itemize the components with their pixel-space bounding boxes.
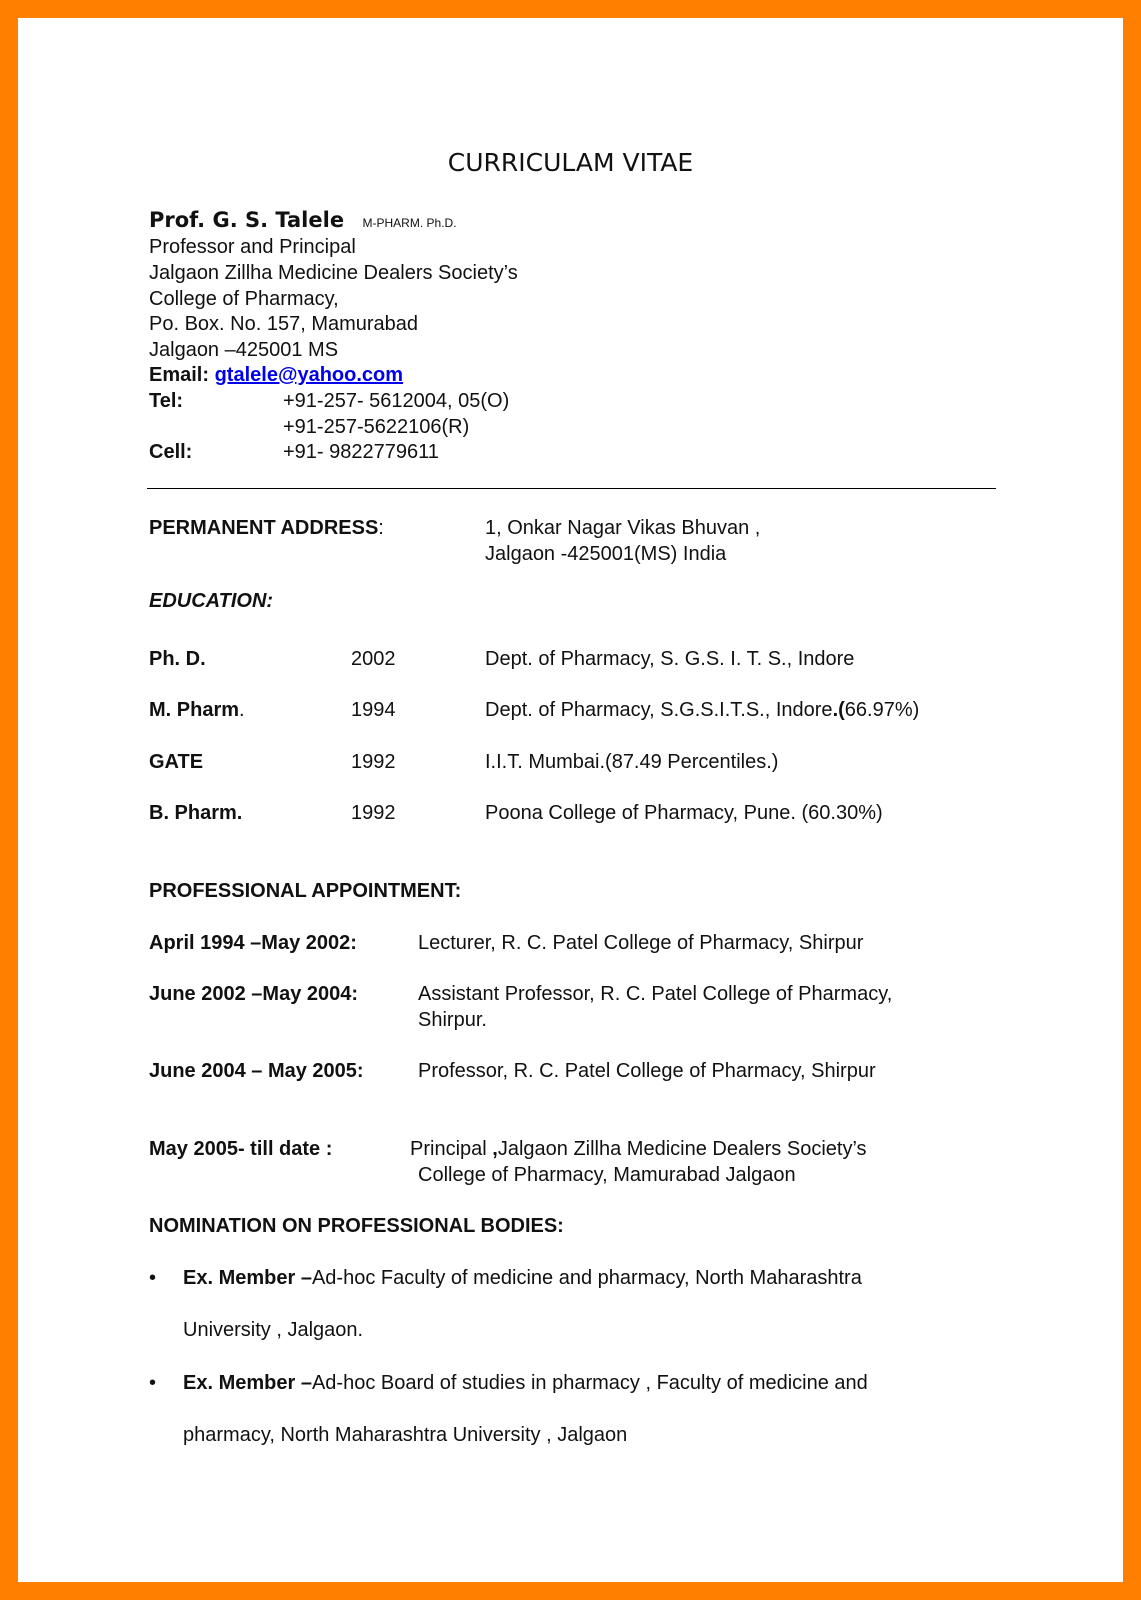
- appointment-period: April 1994 –May 2002:: [149, 932, 357, 954]
- address-line-1: Professor and Principal: [149, 236, 356, 258]
- education-degree: M. Pharm.: [149, 699, 245, 721]
- appointment-role: Lecturer, R. C. Patel College of Pharmacy, Shirpur: [418, 932, 864, 954]
- education-institute: Dept. of Pharmacy, S.G.S.I.T.S., Indore.(66.97%): [485, 699, 920, 721]
- address-line-2: Jalgaon Zillha Medicine Dealers Society’s: [149, 262, 518, 284]
- permanent-address-label: PERMANENT ADDRESS: [149, 517, 379, 539]
- nomination-item: Ex. Member –Ad-hoc Board of studies in pharmacy , Faculty of medicine and: [183, 1372, 868, 1394]
- nominations-heading: NOMINATION ON PROFESSIONAL BODIES:: [149, 1215, 564, 1237]
- nomination-item: Ex. Member –Ad-hoc Faculty of medicine and pharmacy, North Maharashtra: [183, 1267, 862, 1289]
- name-block: [149, 208, 457, 232]
- appointments-heading: PROFESSIONAL APPOINTMENT:: [149, 880, 462, 902]
- education-year: 1994: [351, 699, 396, 721]
- education-institute: Dept. of Pharmacy, S. G.S. I. T. S., Indore: [485, 648, 855, 670]
- education-institute: Poona College of Pharmacy, Pune. (60.30%): [485, 802, 883, 824]
- education-year: 2002: [351, 648, 396, 670]
- permanent-address-line-1: 1, Onkar Nagar Vikas Bhuvan ,: [485, 517, 761, 539]
- permanent-address-colon: :: [378, 517, 384, 539]
- education-institute: I.I.T. Mumbai.(87.49 Percentiles.): [485, 751, 779, 773]
- address-line-5: Jalgaon –425001 MS: [149, 339, 339, 361]
- email-row: [149, 364, 403, 387]
- nomination-item-cont: University , Jalgaon.: [183, 1319, 364, 1341]
- bullet-icon: •: [149, 1372, 157, 1394]
- document-title: CURRICULAM VITAE: [447, 148, 694, 177]
- email-label: Email:: [149, 364, 210, 386]
- qualifications: M-PHARM. Ph.D.: [362, 216, 457, 230]
- appointment-role: Principal ,Jalgaon Zillha Medicine Dealers Society’s: [410, 1138, 867, 1160]
- person-name: Prof. G. S. Talele: [149, 208, 345, 232]
- tel-office: +91-257- 5612004, 05(O): [283, 390, 510, 412]
- appointment-period: June 2002 –May 2004:: [149, 983, 359, 1005]
- appointment-role-cont: College of Pharmacy, Mamurabad Jalgaon: [418, 1164, 796, 1186]
- tel-residence: +91-257-5622106(R): [283, 416, 470, 438]
- address-line-4: Po. Box. No. 157, Mamurabad: [149, 313, 419, 335]
- permanent-address-heading: [149, 517, 384, 540]
- nomination-item-cont: pharmacy, North Maharashtra University , Jalgaon: [183, 1424, 628, 1446]
- appointment-role: Assistant Professor, R. C. Patel College of Pharmacy,: [418, 983, 893, 1005]
- permanent-address-line-2: Jalgaon -425001(MS) India: [485, 543, 727, 565]
- cell-label: Cell:: [149, 441, 193, 463]
- bullet-icon: •: [149, 1267, 157, 1289]
- education-year: 1992: [351, 751, 396, 773]
- email-link[interactable]: gtalele@yahoo.com: [214, 364, 404, 386]
- appointment-period: June 2004 – May 2005:: [149, 1060, 364, 1082]
- education-degree: Ph. D.: [149, 648, 206, 670]
- appointment-role: Professor, R. C. Patel College of Pharmacy, Shirpur: [418, 1060, 876, 1082]
- cell-number: +91- 9822779611: [283, 441, 439, 463]
- header-divider: [147, 488, 996, 489]
- appointment-role-cont: Shirpur.: [418, 1009, 487, 1031]
- education-degree: B. Pharm.: [149, 802, 243, 824]
- education-heading: EDUCATION:: [149, 590, 274, 612]
- education-year: 1992: [351, 802, 396, 824]
- education-degree: GATE: [149, 751, 204, 773]
- appointment-period: May 2005- till date :: [149, 1138, 333, 1160]
- address-line-3: College of Pharmacy,: [149, 288, 339, 310]
- tel-label: Tel:: [149, 390, 184, 412]
